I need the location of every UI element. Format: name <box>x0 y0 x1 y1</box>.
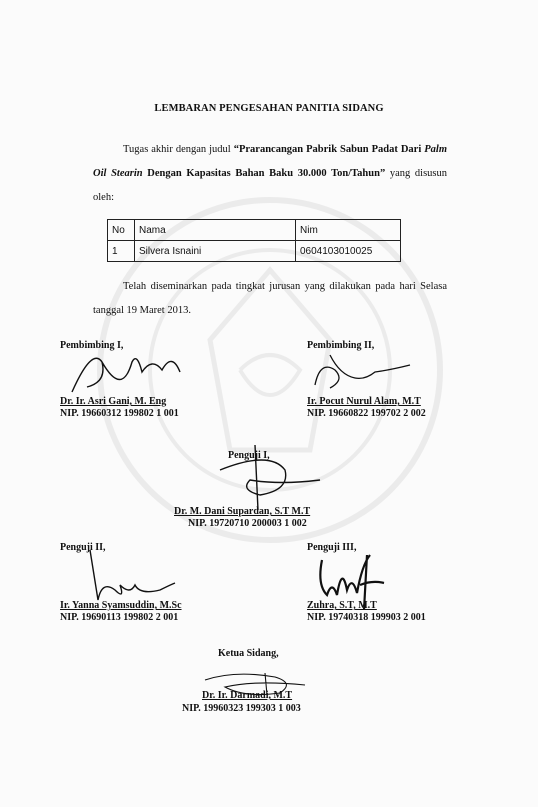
table-header-row <box>108 220 401 241</box>
pembimbing2-signature <box>310 350 420 395</box>
penguji1-signature <box>200 440 330 515</box>
student-table <box>107 219 401 262</box>
cell-nama: Silvera Isnaini <box>135 241 296 262</box>
project-title-italic: Palm Oil Stearin <box>93 144 447 179</box>
header-no: No <box>108 220 135 241</box>
cell-no: 1 <box>108 241 135 262</box>
pembimbing2-nip: NIP. 19660822 199702 2 002 <box>307 408 426 419</box>
cell-nim: 0604103010025 <box>296 241 401 262</box>
seminar-paragraph <box>93 275 447 323</box>
pembimbing2-role: Pembimbing II, <box>307 340 375 351</box>
pembimbing2-name: Ir. Pocut Nurul Alam, M.T <box>307 396 421 407</box>
penguji3-name: Zuhra, S.T, M.T <box>307 600 377 611</box>
penguji2-nip: NIP. 19690113 199802 2 001 <box>60 612 179 623</box>
pembimbing1-role: Pembimbing I, <box>60 340 124 351</box>
pembimbing1-signature <box>62 342 192 402</box>
project-title-part2: Dengan Kapasitas Bahan Baku 30.000 Ton/Tahun” <box>147 168 386 179</box>
ketua-nip: NIP. 19960323 199303 1 003 <box>182 703 301 714</box>
project-title-part1: “Prarancangan Pabrik Sabun Padat Dari <box>233 144 422 155</box>
penguji1-name: Dr. M. Dani Supardan, S.T M.T <box>174 506 311 517</box>
penguji3-role: Penguji III, <box>307 542 357 553</box>
ketua-name: Dr. Ir. Darmadi, M.T <box>202 690 293 701</box>
intro-paragraph <box>93 138 447 210</box>
pembimbing1-nip: NIP. 19660312 199802 1 001 <box>60 408 179 419</box>
table-row <box>108 241 401 262</box>
page-title: LEMBARAN PENGESAHAN PANITIA SIDANG <box>154 103 384 114</box>
intro-tail: yang disusun oleh: <box>93 168 448 203</box>
penguji3-nip: NIP. 19740318 199903 2 001 <box>307 612 426 623</box>
penguji2-name: Ir. Yanna Syamsuddin, M.Sc <box>60 600 182 611</box>
pembimbing1-name: Dr. Ir. Asri Gani, M. Eng <box>60 396 167 407</box>
penguji1-nip: NIP. 19720710 200003 1 002 <box>188 518 307 529</box>
penguji2-role: Penguji II, <box>60 542 106 553</box>
header-nama: Nama <box>135 220 296 241</box>
ketua-role: Ketua Sidang, <box>218 648 279 659</box>
header-nim: Nim <box>296 220 401 241</box>
penguji1-role: Penguji I, <box>228 450 270 461</box>
seminar-text: Telah diseminarkan pada tingkat jurusan yang dilakukan pada hari Selasa tanggal 19 Maret 2013. <box>93 281 447 316</box>
intro-lead: Tugas akhir dengan judul <box>123 144 231 155</box>
